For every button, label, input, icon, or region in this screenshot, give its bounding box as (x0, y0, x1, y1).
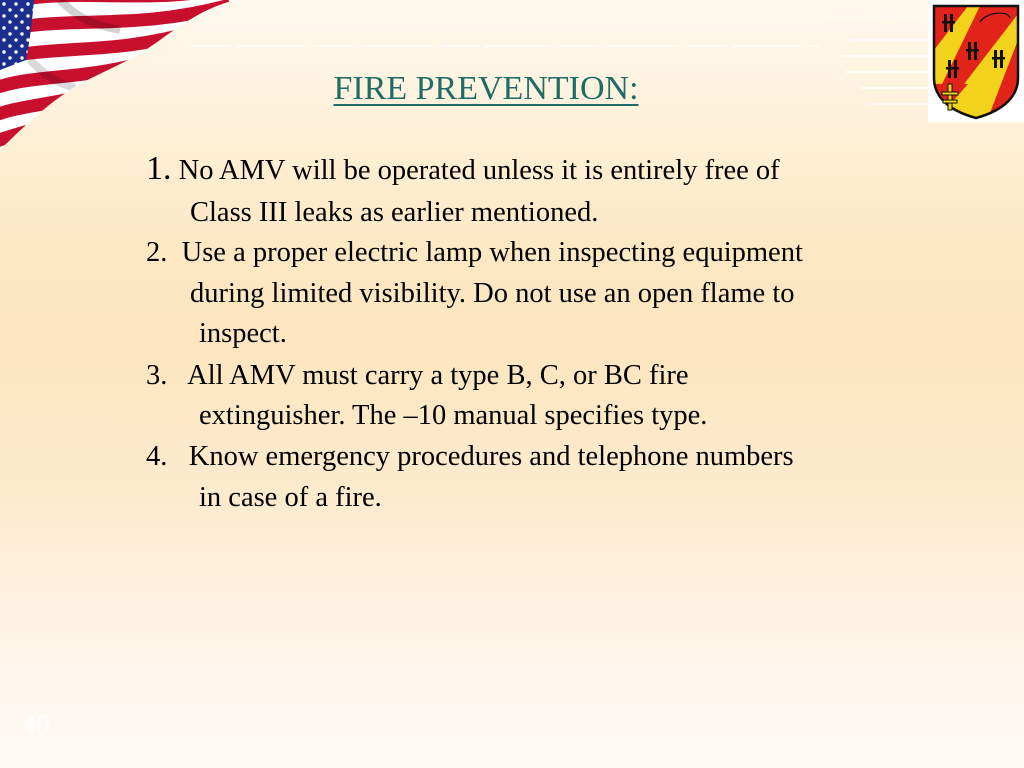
item-4-text: Know emergency procedures and telephone numbers (167, 441, 794, 472)
item-2-line-3: inspect. (199, 318, 287, 349)
item-1-text: No AMV will be operated unless it is entirely free of (171, 155, 780, 186)
item-1-line-1 (146, 152, 780, 188)
item-3-number: 3. (146, 360, 168, 391)
item-4-number: 4. (146, 441, 168, 472)
slide-number: 40 (22, 710, 50, 741)
item-1-line-2: Class III leaks as earlier mentioned. (190, 197, 599, 228)
item-4-line-1 (146, 440, 794, 474)
item-1-number: 1. (146, 150, 172, 187)
item-3-text: All AMV must carry a type B, C, or BC fire (167, 360, 689, 391)
item-2-text: Use a proper electric lamp when inspecting equipment (167, 237, 803, 268)
slide-title: FIRE PREVENTION: (333, 70, 639, 107)
item-2-line-1 (146, 236, 803, 270)
item-3-line-1 (146, 359, 689, 393)
item-2-line-2: during limited visibility. Do not use an open flame to (190, 278, 795, 309)
item-3-line-2: extinguisher. The –10 manual specifies type. (199, 400, 708, 431)
item-4-line-2: in case of a fire. (199, 482, 382, 513)
item-2-number: 2. (146, 237, 168, 268)
